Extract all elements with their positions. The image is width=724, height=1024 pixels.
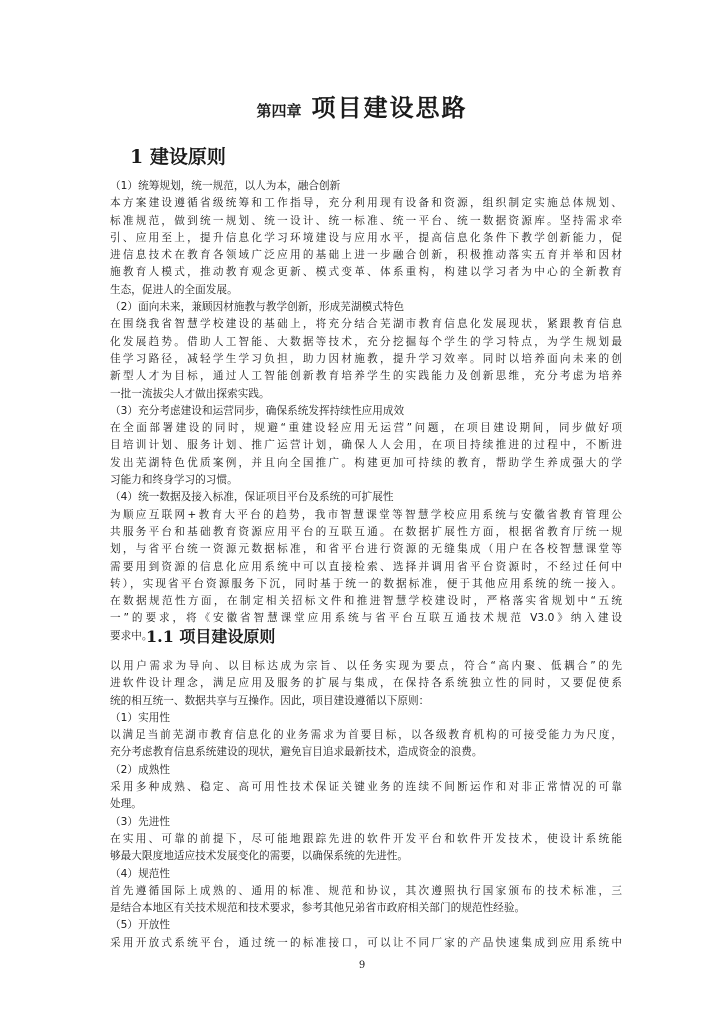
text-line: （3）先进性: [110, 815, 171, 828]
text-line: （4）规范性: [110, 867, 171, 880]
text-line: 一”的要求，将《安徽省智慧课堂应用系统与省平台互联互通技术规范 V3.0》纳入建设: [110, 612, 622, 625]
subsection-body-project-principles: [110, 658, 622, 952]
section-heading-construction-principles: 1 建设原则: [130, 146, 226, 168]
text-line: 进软件设计理念，满足应用及服务的扩展与集成，在保持各系统独立性的同时，又要促使系: [110, 677, 622, 690]
text-line: 新型人才为目标，通过人工智能创新教育培养学生的实践能力及创新思维，充分考虑为培养: [110, 370, 622, 383]
text-line: 生态，促进人的全面发展。: [110, 283, 238, 296]
text-line: 引、应用至上，提升信息化学习环境建设与应用水平，提高信息化条件下教学创新能力，促: [110, 231, 622, 244]
text-line: 进信息技术在教育各领域广泛应用的基础上进一步融合创新，积极推动落实五育并举和因材: [110, 249, 622, 262]
text-line: （4）统一数据及接入标准，保证项目平台及系统的可扩展性: [110, 491, 394, 504]
text-line: 充分考虑教育信息系统建设的现状，避免盲目追求最新技术，造成资金的浪费。: [110, 746, 483, 759]
text-line: 处理。: [110, 798, 142, 811]
text-line: （1）统筹规划，统一规范，以人为本，融合创新: [110, 180, 341, 192]
text-line: 划，与省平台统一资源元数据标准，和省平台进行资源的无缝集成（用户在各校智慧课堂等: [110, 543, 622, 556]
text-line: 为顺应互联网+教育大平台的趋势，我市智慧课堂等智慧学校应用系统与安徽省教育管理公: [110, 508, 622, 521]
subsection-heading-project-principles: 1.1 项目建设原则: [146, 627, 276, 646]
text-line: 在实用、可靠的前提下，尽可能地跟踪先进的软件开发平台和软件开发技术，使设计系统能: [110, 832, 622, 845]
text-line: 施教育人模式，推动教育观念更新、模式变革、体系重构，构建以学习者为中心的全新教育: [110, 266, 622, 279]
text-line: （2）面向未来，兼顾因材施教与教学创新，形成芜湖模式特色: [110, 301, 405, 314]
text-line: 转），实现省平台资源服务下沉，同时基于统一的数据标准，便于其他应用系统的统一接入。: [110, 577, 622, 590]
chapter-heading: [0, 88, 724, 123]
text-line: （2）成熟性: [110, 763, 171, 776]
text-line: 够最大限度地适应技术发展变化的需要，以确保系统的先进性。: [110, 850, 409, 863]
text-line: 要求中。: [110, 629, 153, 642]
text-line: 统的相互统一、数据共享与互操作。因此，项目建设遵循以下原则：: [110, 694, 430, 707]
text-line: 化发展趋势。借助人工智能、大数据等技术，充分挖掘每个学生的学习特点，为学生规划最: [110, 335, 622, 348]
text-line: （1）实用性: [110, 711, 171, 724]
text-line: 是结合本地区有关技术规范和技术要求，参考其他兄弟省市政府相关部门的规范性经验。: [110, 902, 526, 915]
section-body-construction-principles: [110, 178, 622, 645]
chapter-title: 项目建设思路: [311, 93, 468, 122]
text-line: 在全面部署建设的同时，规避“重建设轻应用无运营”问题，在项目建设期间，同步做好项: [110, 422, 622, 435]
text-line: （3）充分考虑建设和运营同步，确保系统发挥持续性应用成效: [110, 404, 405, 417]
text-line: 以满足当前芜湖市教育信息化的业务需求为首要目标，以各级教育机构的可接受能力为尺度，: [110, 729, 622, 742]
text-line: 标准规范，做到统一规划、统一设计、统一标准、统一平台、统一数据资源库。坚持需求牵: [110, 214, 622, 227]
text-line: （5）开放性: [110, 919, 171, 932]
text-line: 需要用到资源的信息化应用系统中可以直接检索、选择并调用省平台资源时，不经过任何中: [110, 560, 622, 573]
text-line: 发出芜湖特色优质案例，并且向全国推广。构建更加可持续的教育，帮助学生养成强大的学: [110, 456, 622, 469]
text-line: 佳学习路径，减轻学生学习负担，助力因材施教，提升学习效率。同时以培养面向未来的创: [110, 352, 622, 365]
chapter-number: 第四章: [256, 102, 302, 120]
text-line: 采用开放式系统平台，通过统一的标准接口，可以让不同厂家的产品快速集成到应用系统中: [110, 936, 622, 949]
text-line: 本方案建设遵循省级统筹和工作指导，充分利用现有设备和资源，组织制定实施总体规划、: [110, 197, 622, 210]
text-line: 以用户需求为导向、以目标达成为宗旨、以任务实现为要点，符合“高内聚、低耦合”的先: [110, 660, 622, 672]
page-number: 9: [358, 960, 366, 971]
text-line: 习能力和终身学习的习惯。: [110, 474, 238, 487]
text-line: 在围绕我省智慧学校建设的基础上，将充分结合芜湖市教育信息化发展现状，紧跟教育信息: [110, 318, 622, 331]
text-line: 一批一流拔尖人才做出探索实践。: [110, 387, 270, 400]
text-line: 首先遵循国际上成熟的、通用的标准、规范和协议，其次遵照执行国家颁布的技术标准，三: [110, 884, 622, 897]
text-line: 采用多种成熟、稳定、高可用性技术保证关键业务的连续不间断运作和对非正常情况的可靠: [110, 781, 622, 794]
text-line: 目培训计划、服务计划、推广运营计划，确保人人会用，在项目持续推进的过程中，不断进: [110, 439, 622, 452]
text-line: 共服务平台和基础教育资源应用平台的互联互通。在数据扩展性方面，根据省教育厅统一规: [110, 525, 622, 538]
text-line: 在数据规范性方面，在制定相关招标文件和推进智慧学校建设时，严格落实省规划中“五统: [110, 595, 622, 608]
